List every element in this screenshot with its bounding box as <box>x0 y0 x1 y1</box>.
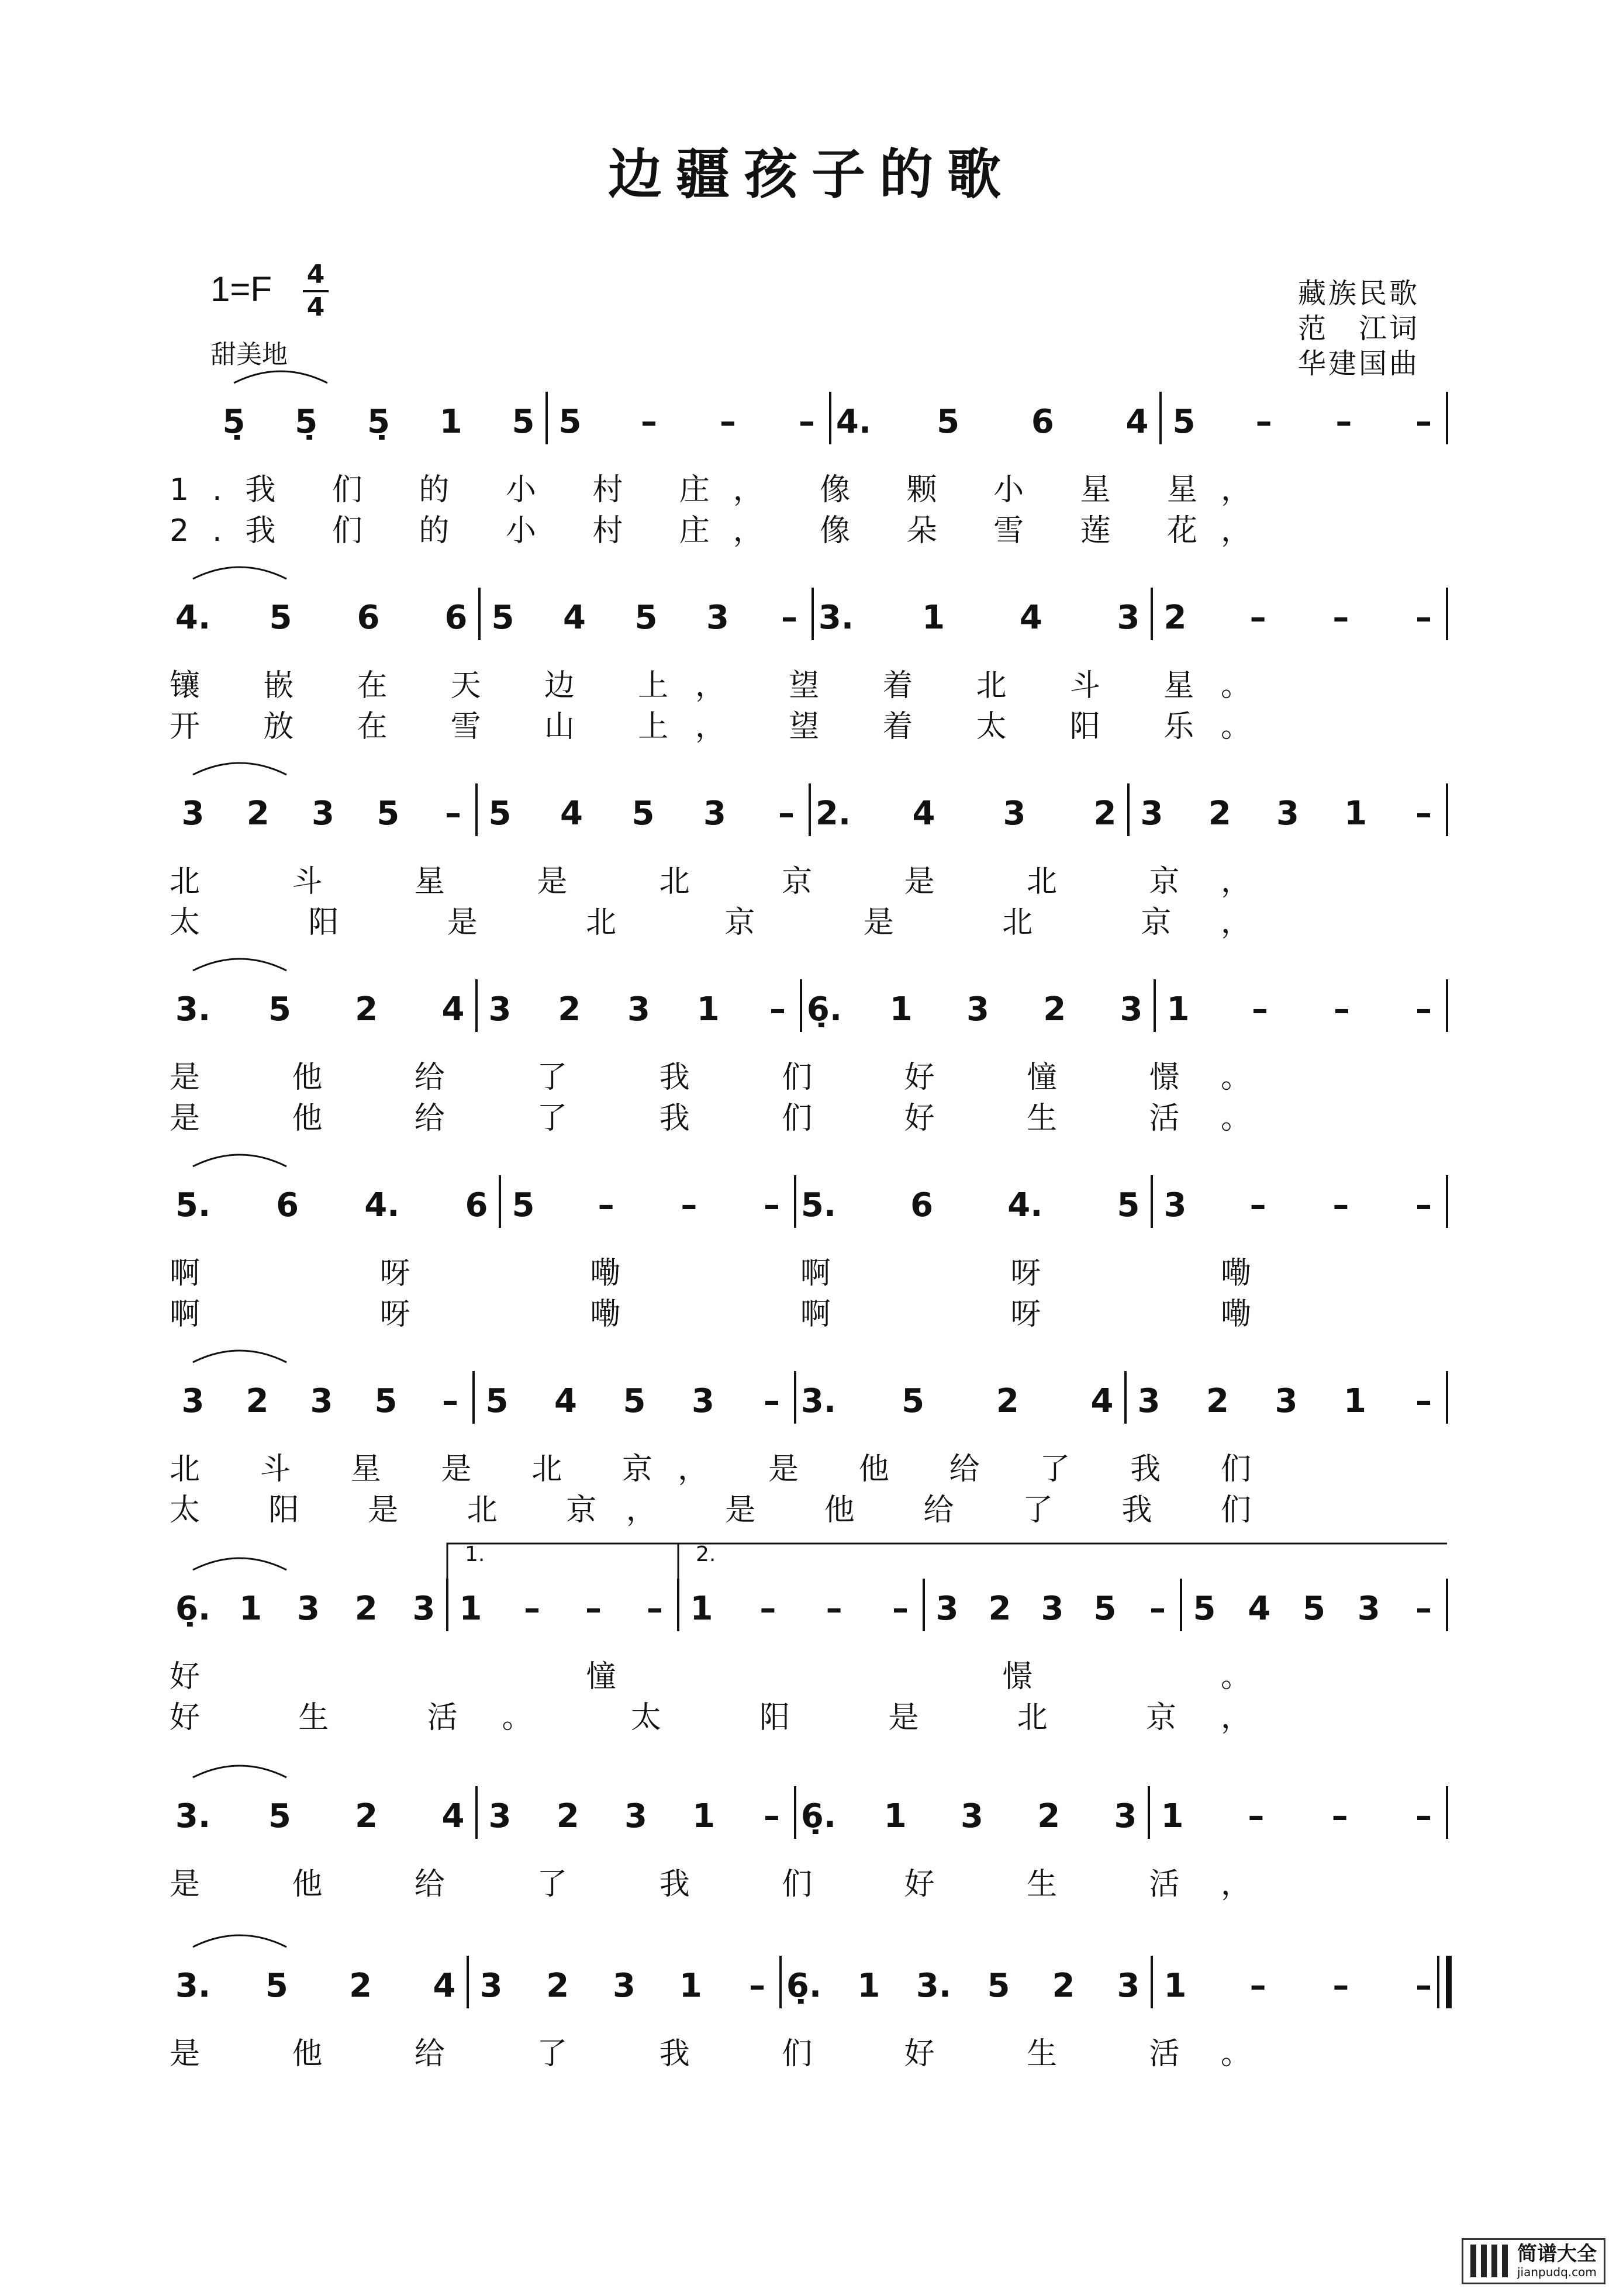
note-3-3-1: – <box>1252 990 1268 1028</box>
note-5-0-4: – <box>442 1382 458 1420</box>
slur <box>193 1766 286 1777</box>
time-top: 4 <box>306 260 325 289</box>
note-2-2-2: 3 <box>1003 795 1026 833</box>
note-4-3-3: – <box>1415 1186 1432 1224</box>
note-7-0-3: 4 <box>441 1797 465 1835</box>
note-4-3-2: – <box>1332 1186 1349 1224</box>
note-2-1-0: 5 <box>488 795 512 833</box>
lyrics-verse-2: 好 生 活。 太 阳 是 北 京， <box>170 1700 1251 1735</box>
note-4-1-3: – <box>764 1186 780 1224</box>
note-6-1-0: 1 <box>459 1590 482 1628</box>
note-6-4-0: 5 <box>1193 1590 1216 1628</box>
note-2-1-3: 3 <box>703 795 726 833</box>
lyrics-verse-1: 啊 呀 嘞 啊 呀 嘞 <box>170 1256 1251 1291</box>
slur <box>193 1935 286 1947</box>
lyrics-verse-2: 啊 呀 嘞 啊 呀 嘞 <box>170 1297 1251 1332</box>
note-4-2-3: 5 <box>1117 1186 1140 1224</box>
lyrics-verse-1: 是 他 给 了 我 们 好 生 活， <box>170 1867 1251 1902</box>
note-6-2-1: – <box>759 1590 776 1628</box>
note-2-2-0: 2. <box>815 795 851 833</box>
slur <box>193 567 286 579</box>
note-5-1-4: – <box>764 1382 780 1420</box>
note-8-0-2: 2 <box>349 1967 372 2005</box>
note-4-1-1: – <box>598 1186 614 1224</box>
note-6-0-2: 3 <box>297 1590 320 1628</box>
note-8-0-0: 3. <box>175 1967 211 2005</box>
note-6-2-3: – <box>892 1590 909 1628</box>
note-6-0-1: 1 <box>239 1590 263 1628</box>
note-2-3-4: – <box>1415 795 1432 833</box>
note-8-3-3: – <box>1415 1967 1432 2005</box>
note-0-1-2: – <box>720 403 736 441</box>
note-0-2-2: 6 <box>1031 403 1054 441</box>
note-1-3-1: – <box>1249 599 1266 637</box>
note-3-2-4: 3 <box>1120 990 1143 1028</box>
note-0-3-3: – <box>1415 403 1432 441</box>
note-2-1-4: – <box>778 795 795 833</box>
note-3-1-1: 2 <box>558 990 581 1028</box>
note-8-1-2: 3 <box>613 1967 636 2005</box>
lyrics-verse-2: 太 阳 是 北 京， 是 他 给 了 我 们 <box>170 1493 1251 1528</box>
note-3-3-3: – <box>1415 990 1432 1028</box>
note-0-0-3: 1 <box>439 403 462 441</box>
note-1-1-2: 5 <box>634 599 658 637</box>
note-1-2-3: 3 <box>1117 599 1140 637</box>
note-0-1-3: – <box>799 403 815 441</box>
note-1-3-0: 2 <box>1163 599 1187 637</box>
note-8-1-4: – <box>749 1967 765 2005</box>
note-1-0-1: 5 <box>269 599 292 637</box>
note-0-0-0: 5̣ <box>222 403 246 441</box>
note-8-2-3: 5 <box>987 1967 1010 2005</box>
credit-origin: 藏族民歌 <box>1297 277 1420 310</box>
lyrics-verse-2: 太 阳 是 北 京 是 北 京， <box>170 905 1251 940</box>
note-6-0-3: 2 <box>354 1590 378 1628</box>
lyrics-verse-1: 是 他 给 了 我 们 好 憧 憬。 <box>170 1060 1251 1095</box>
note-3-1-3: 1 <box>696 990 720 1028</box>
note-6-3-4: – <box>1149 1590 1166 1628</box>
note-2-1-2: 5 <box>631 795 655 833</box>
note-5-1-3: 3 <box>692 1382 714 1420</box>
note-7-2-0: 6̣. <box>800 1797 837 1835</box>
note-6-4-4: – <box>1415 1590 1432 1628</box>
note-6-3-0: 3 <box>935 1590 959 1628</box>
note-8-3-2: – <box>1332 1967 1349 2005</box>
volta-one-label: 1. <box>465 1542 485 1566</box>
note-4-1-2: – <box>681 1186 697 1224</box>
note-6-0-0: 6̣. <box>175 1590 211 1628</box>
note-6-4-2: 5 <box>1303 1590 1325 1628</box>
note-7-1-1: 2 <box>556 1797 579 1835</box>
note-2-3-0: 3 <box>1140 795 1163 833</box>
note-4-2-2: 4. <box>1007 1186 1043 1224</box>
note-5-2-1: 5 <box>902 1382 925 1420</box>
note-7-2-4: 3 <box>1114 1797 1137 1835</box>
note-3-1-2: 3 <box>627 990 650 1028</box>
note-6-0-4: 3 <box>412 1590 436 1628</box>
note-7-2-2: 3 <box>961 1797 983 1835</box>
note-1-2-1: 1 <box>922 599 945 637</box>
note-6-2-0: 1 <box>690 1590 713 1628</box>
note-2-2-3: 2 <box>1093 795 1117 833</box>
lyrics-verse-2: 开 放 在 雪 山 上， 望 着 太 阳 乐。 <box>170 709 1252 744</box>
note-7-2-1: 1 <box>883 1797 907 1835</box>
note-0-0-2: 5̣ <box>367 403 390 441</box>
note-7-3-3: – <box>1415 1797 1432 1835</box>
note-4-1-0: 5 <box>512 1186 535 1224</box>
note-2-0-3: 5 <box>377 795 400 833</box>
note-5-2-2: 2 <box>996 1382 1019 1420</box>
lyrics-verse-1: 北 斗 星 是 北 京 是 北 京， <box>170 864 1251 899</box>
note-2-3-2: 3 <box>1276 795 1299 833</box>
note-8-2-5: 3 <box>1117 1967 1140 2005</box>
slur <box>234 371 327 383</box>
note-0-2-1: 5 <box>937 403 960 441</box>
note-4-0-1: 6 <box>276 1186 299 1224</box>
note-3-3-2: – <box>1334 990 1350 1028</box>
note-8-1-1: 2 <box>546 1967 569 2005</box>
note-8-0-3: 4 <box>433 1967 456 2005</box>
lyrics-verse-1: 是 他 给 了 我 们 好 生 活。 <box>170 2036 1251 2071</box>
note-8-2-4: 2 <box>1052 1967 1075 2005</box>
note-5-2-0: 3. <box>800 1382 837 1420</box>
note-0-1-1: – <box>641 403 657 441</box>
note-3-2-3: 2 <box>1043 990 1066 1028</box>
note-6-4-3: 3 <box>1357 1590 1380 1628</box>
note-7-3-1: – <box>1248 1797 1265 1835</box>
lyrics-verse-2: 是 他 给 了 我 们 好 生 活。 <box>170 1101 1251 1136</box>
note-8-1-0: 3 <box>479 1967 503 2005</box>
note-7-1-2: 3 <box>624 1797 647 1835</box>
note-7-3-2: – <box>1331 1797 1348 1835</box>
note-2-3-3: 1 <box>1344 795 1368 833</box>
note-2-0-2: 3 <box>312 795 334 833</box>
note-5-3-4: – <box>1415 1382 1432 1420</box>
note-7-3-0: 1 <box>1161 1797 1184 1835</box>
slur <box>193 1351 286 1362</box>
credit-lyricist: 范 江词 <box>1297 312 1420 345</box>
volta-two-label: 2. <box>696 1542 716 1566</box>
note-5-1-1: 4 <box>554 1382 577 1420</box>
note-4-3-0: 3 <box>1163 1186 1187 1224</box>
note-6-4-1: 4 <box>1248 1590 1271 1628</box>
note-3-1-4: – <box>769 990 786 1028</box>
watermark-logo <box>1462 2238 1605 2284</box>
note-8-3-1: – <box>1249 1967 1266 2005</box>
note-7-1-4: – <box>764 1797 780 1835</box>
note-2-2-1: 4 <box>912 795 935 833</box>
note-0-3-1: – <box>1255 403 1272 441</box>
note-0-3-0: 5 <box>1172 403 1196 441</box>
note-6-1-3: – <box>647 1590 663 1628</box>
lyrics-verse-1: 北 斗 星 是 北 京， 是 他 给 了 我 们 <box>170 1452 1252 1487</box>
note-4-2-0: 5. <box>800 1186 837 1224</box>
slur <box>193 959 286 971</box>
note-6-3-2: 3 <box>1041 1590 1064 1628</box>
note-7-1-3: 1 <box>692 1797 716 1835</box>
note-4-0-3: 6 <box>465 1186 488 1224</box>
slur <box>193 1155 286 1166</box>
note-7-1-0: 3 <box>488 1797 512 1835</box>
note-5-0-2: 3 <box>310 1382 333 1420</box>
note-1-1-4: – <box>781 599 797 637</box>
page-title: 边疆孩子的歌 <box>607 143 1015 206</box>
credit-composer: 华建国曲 <box>1297 347 1420 380</box>
note-5-1-2: 5 <box>623 1382 646 1420</box>
time-bottom: 4 <box>306 292 325 322</box>
watermark-url: jianpudq.com <box>1517 2265 1597 2279</box>
note-4-0-2: 4. <box>364 1186 400 1224</box>
note-3-3-0: 1 <box>1166 990 1190 1028</box>
note-5-0-0: 3 <box>181 1382 205 1420</box>
note-2-0-1: 2 <box>246 795 270 833</box>
note-3-1-0: 3 <box>488 990 512 1028</box>
note-1-3-2: – <box>1332 599 1349 637</box>
note-0-0-4: 5 <box>512 403 535 441</box>
note-5-2-3: 4 <box>1090 1382 1114 1420</box>
lyrics-verse-1: 1.我 们 的 小 村 庄， 像 颗 小 星 星， <box>170 472 1251 507</box>
lyrics-verse-1: 好 憧 憬。 <box>170 1659 1251 1694</box>
lyrics-verse-1: 镶 嵌 在 天 边 上， 望 着 北 斗 星。 <box>170 668 1252 703</box>
note-1-1-0: 5 <box>491 599 514 637</box>
note-5-3-1: 2 <box>1206 1382 1229 1420</box>
note-0-0-1: 5̣ <box>295 403 318 441</box>
note-5-3-2: 3 <box>1275 1382 1298 1420</box>
note-0-2-3: 4 <box>1125 403 1149 441</box>
note-3-0-2: 2 <box>355 990 378 1028</box>
note-1-1-1: 4 <box>563 599 586 637</box>
note-1-2-2: 4 <box>1019 599 1042 637</box>
slur <box>193 1558 286 1570</box>
note-5-0-3: 5 <box>374 1382 398 1420</box>
note-1-3-3: – <box>1415 599 1432 637</box>
note-1-0-0: 4. <box>175 599 211 637</box>
piano-keys-icon <box>1470 2245 1511 2277</box>
note-1-2-0: 3. <box>818 599 854 637</box>
note-3-2-1: 1 <box>889 990 913 1028</box>
note-2-1-1: 4 <box>560 795 583 833</box>
slur <box>193 763 286 775</box>
note-3-2-0: 6̣. <box>806 990 842 1028</box>
note-3-0-1: 5 <box>268 990 291 1028</box>
note-3-0-0: 3. <box>175 990 211 1028</box>
note-7-0-0: 3. <box>175 1797 211 1835</box>
note-5-3-3: 1 <box>1344 1382 1366 1420</box>
note-8-2-1: 1 <box>857 1967 880 2005</box>
note-2-0-0: 3 <box>181 795 205 833</box>
note-8-2-2: 3. <box>916 1967 952 2005</box>
note-6-2-2: – <box>826 1590 842 1628</box>
tempo-marking: 甜美地 <box>210 340 288 370</box>
note-3-0-3: 4 <box>441 990 465 1028</box>
note-0-2-0: 4. <box>835 403 872 441</box>
note-7-0-1: 5 <box>268 1797 291 1835</box>
note-4-3-1: – <box>1249 1186 1266 1224</box>
score-layer <box>170 371 1449 2071</box>
note-5-3-0: 3 <box>1137 1382 1161 1420</box>
note-5-0-1: 2 <box>246 1382 269 1420</box>
note-4-2-1: 6 <box>910 1186 934 1224</box>
note-8-3-0: 1 <box>1163 1967 1187 2005</box>
note-2-3-1: 2 <box>1208 795 1231 833</box>
note-8-2-0: 6̣. <box>786 1967 822 2005</box>
note-1-1-3: 3 <box>706 599 729 637</box>
key-signature: 1=F <box>210 270 272 309</box>
note-6-3-1: 2 <box>988 1590 1011 1628</box>
note-7-0-2: 2 <box>355 1797 378 1835</box>
note-2-0-4: – <box>445 795 461 833</box>
note-1-0-3: 6 <box>444 599 468 637</box>
note-6-3-3: 5 <box>1093 1590 1117 1628</box>
watermark-name: 简谱大全 <box>1517 2242 1597 2266</box>
note-0-3-2: – <box>1335 403 1352 441</box>
note-8-1-3: 1 <box>679 1967 702 2005</box>
lyrics-verse-2: 2.我 们 的 小 村 庄， 像 朵 雪 莲 花， <box>170 513 1251 548</box>
note-1-0-2: 6 <box>357 599 380 637</box>
note-7-2-3: 2 <box>1037 1797 1061 1835</box>
note-6-1-2: – <box>585 1590 602 1628</box>
note-5-1-0: 5 <box>485 1382 509 1420</box>
note-0-1-0: 5 <box>558 403 582 441</box>
note-6-1-1: – <box>524 1590 540 1628</box>
note-4-0-0: 5. <box>175 1186 211 1224</box>
note-3-2-2: 3 <box>966 990 989 1028</box>
note-8-0-1: 5 <box>265 1967 288 2005</box>
volta-two <box>678 1544 1447 1579</box>
